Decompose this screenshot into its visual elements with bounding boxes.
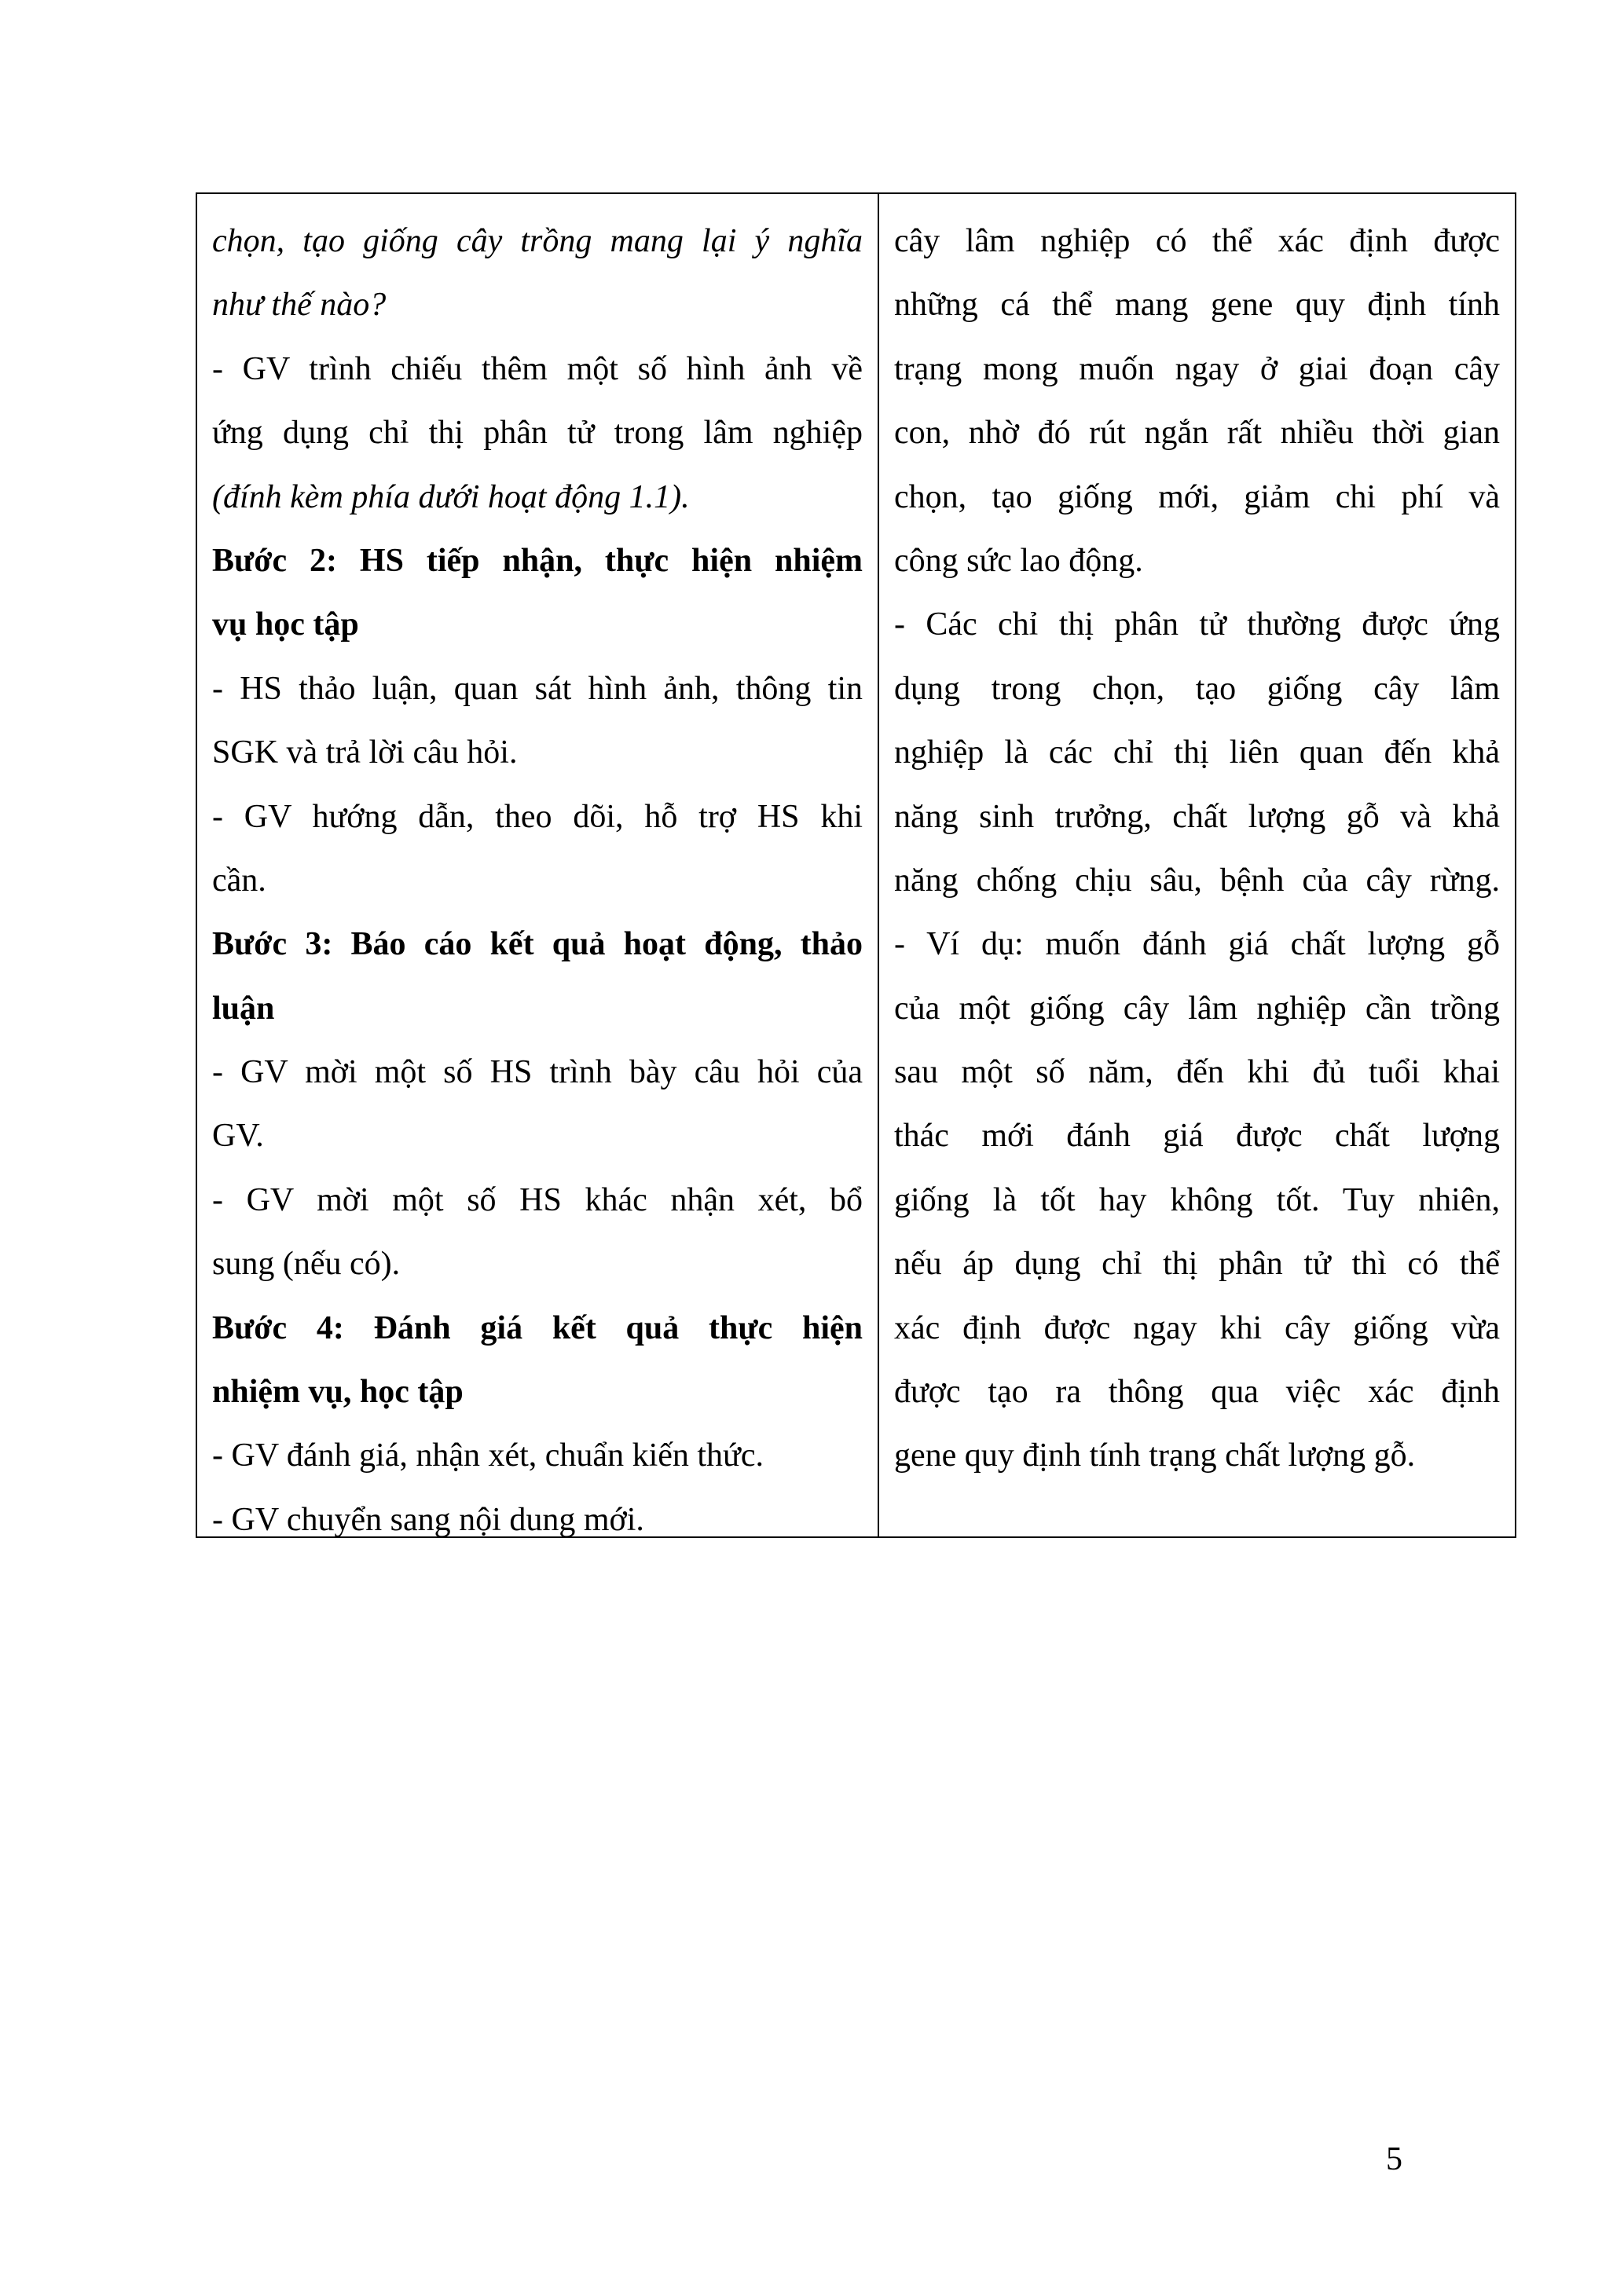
- text-line: chọn, tạo giống cây trồng mang lại ý nghĩa: [212, 223, 863, 259]
- text-line: GV.: [212, 1118, 264, 1155]
- text-line: những cá thể mang gene quy định tính: [894, 287, 1500, 324]
- text-line: - Ví dụ: muốn đánh giá chất lượng gỗ: [894, 926, 1500, 963]
- text-line: Bước 4: Đánh giá kết quả thực hiện: [212, 1309, 863, 1346]
- text-line: (đính kèm phía dưới hoạt động 1.1).: [212, 478, 690, 515]
- text-line: gene quy định tính trạng chất lượng gỗ.: [894, 1437, 1416, 1474]
- text-line: - HS thảo luận, quan sát hình ảnh, thông tin: [212, 670, 863, 707]
- text-line: - GV hướng dẫn, theo dõi, hỗ trợ HS khi: [212, 798, 863, 835]
- text-line: sung (nếu có).: [212, 1246, 401, 1283]
- text-line: cần.: [212, 862, 266, 899]
- text-line: luận: [212, 990, 275, 1027]
- text-line: được tạo ra thông qua việc xác định: [894, 1374, 1500, 1411]
- text-line: sau một số năm, đến khi đủ tuổi khai: [894, 1054, 1500, 1091]
- text-line: nghiệp là các chỉ thị liên quan đến khả: [894, 734, 1500, 771]
- text-line: thác mới đánh giá được chất lượng: [894, 1118, 1500, 1155]
- text-line: - GV trình chiếu thêm một số hình ảnh về: [212, 350, 863, 387]
- text-line: - GV mời một số HS khác nhận xét, bổ: [212, 1181, 863, 1218]
- text-line: - GV đánh giá, nhận xét, chuẩn kiến thức.: [212, 1437, 764, 1474]
- text-line: Bước 3: Báo cáo kết quả hoạt động, thảo: [212, 926, 863, 963]
- text-line: - GV chuyển sang nội dung mới.: [212, 1501, 644, 1538]
- text-line: Bước 2: HS tiếp nhận, thực hiện nhiệm: [212, 542, 863, 579]
- text-line: - GV mời một số HS trình bày câu hỏi của: [212, 1054, 863, 1091]
- expected-outcome-cell: [879, 194, 1515, 1536]
- text-line: giống là tốt hay không tốt. Tuy nhiên,: [894, 1181, 1500, 1218]
- text-line: công sức lao động.: [894, 542, 1143, 579]
- text-line: nếu áp dụng chỉ thị phân tử thì có thể: [894, 1246, 1500, 1283]
- text-line: nhiệm vụ, học tập: [212, 1374, 464, 1411]
- activity-table: [196, 192, 1516, 1538]
- text-line: cây lâm nghiệp có thể xác định được: [894, 223, 1500, 259]
- text-line: năng sinh trưởng, chất lượng gỗ và khả: [894, 798, 1500, 835]
- text-line: con, nhờ đó rút ngắn rất nhiều thời gian: [894, 415, 1500, 452]
- text-line: xác định được ngay khi cây giống vừa: [894, 1309, 1500, 1346]
- text-line: chọn, tạo giống mới, giảm chi phí và: [894, 478, 1500, 515]
- text-line: - Các chỉ thị phân tử thường được ứng: [894, 606, 1500, 643]
- text-line: dụng trong chọn, tạo giống cây lâm: [894, 670, 1500, 707]
- page-number: 5: [1386, 2141, 1402, 2177]
- text-line: của một giống cây lâm nghiệp cần trồng: [894, 990, 1500, 1027]
- text-line: ứng dụng chỉ thị phân tử trong lâm nghiệp: [212, 415, 863, 452]
- text-line: vụ học tập: [212, 606, 359, 643]
- text-line: như thế nào?: [212, 287, 387, 324]
- text-line: trạng mong muốn ngay ở giai đoạn cây: [894, 350, 1500, 387]
- text-line: năng chống chịu sâu, bệnh của cây rừng.: [894, 862, 1500, 899]
- text-line: SGK và trả lời câu hỏi.: [212, 734, 518, 771]
- teacher-student-activity-cell: [197, 194, 879, 1536]
